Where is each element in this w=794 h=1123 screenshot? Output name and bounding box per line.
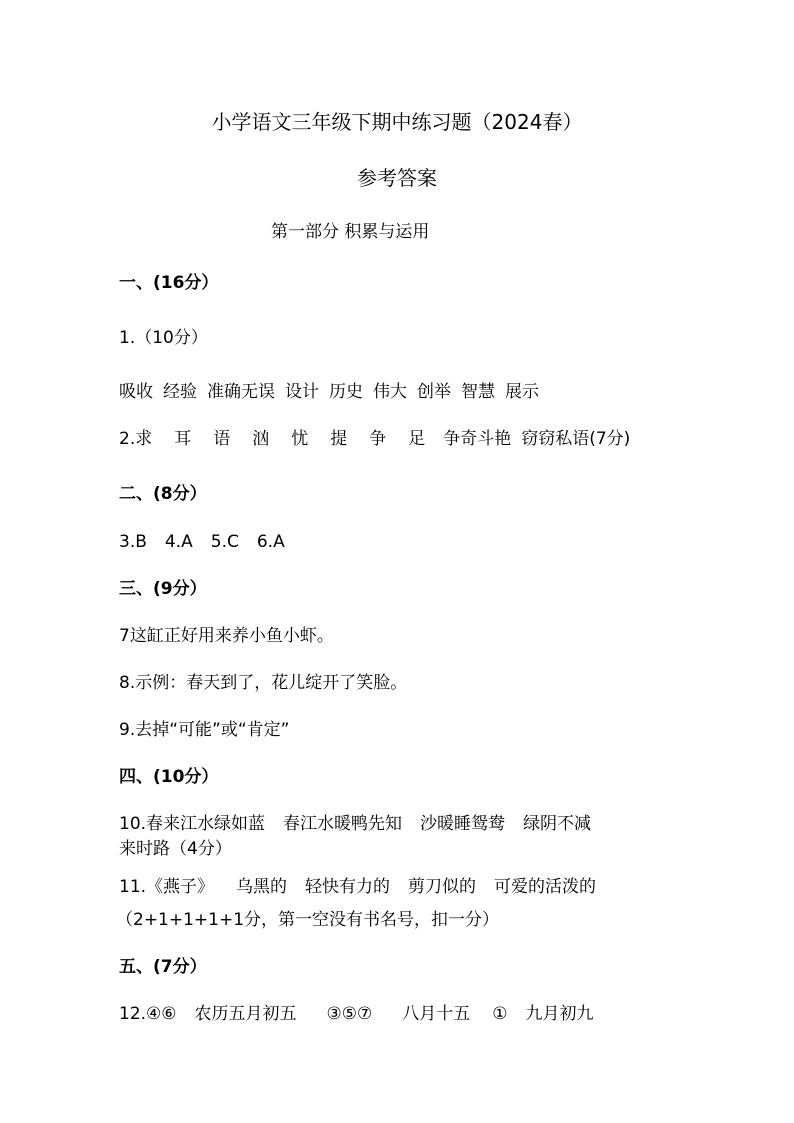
- answer-char: 争: [369, 429, 387, 449]
- question-10-answers: [119, 813, 591, 835]
- answer-item: 剪刀似的: [408, 877, 477, 897]
- answer-word: 历史: [329, 382, 363, 402]
- answer-word: 准确无误: [207, 382, 275, 402]
- answer-item: 4.A: [164, 532, 193, 552]
- answer-line: 10.春来江水绿如蓝: [119, 814, 266, 834]
- section-5-heading: 五、(7分）: [119, 957, 207, 977]
- answer-item: 可爱的活泼的: [494, 877, 597, 897]
- answer-item: 农历五月初五: [194, 1004, 297, 1024]
- section-1-heading: 一、(16分）: [119, 273, 219, 293]
- answer-word: 经验: [163, 382, 197, 402]
- answer-word: 创举: [417, 382, 451, 402]
- answer-char: 语: [213, 429, 231, 449]
- page-subtitle: 参考答案: [357, 166, 437, 190]
- answer-item: 乌黑的: [236, 877, 288, 897]
- section-3-heading: 三、(9分）: [119, 579, 207, 599]
- part-title: 第一部分 积累与运用: [271, 222, 430, 242]
- question-7-answer: 7这缸正好用来养小鱼小虾。: [119, 626, 334, 646]
- answer-line: 春江水暖鸭先知: [283, 814, 403, 834]
- page-title: 小学语文三年级下期中练习题（2024春）: [211, 110, 583, 134]
- answer-line: 绿阴不减: [523, 814, 592, 834]
- question-2-answers: [119, 428, 630, 450]
- answer-word: 窃窃私语(7分): [521, 429, 631, 449]
- answer-word: 设计: [285, 382, 319, 402]
- question-12-answers: [119, 1003, 594, 1025]
- answer-item: 12.④⑥: [119, 1004, 177, 1024]
- answer-item: 八月十五: [402, 1004, 471, 1024]
- answer-word: 展示: [505, 382, 539, 402]
- answer-char: 足: [408, 429, 426, 449]
- answer-item: 3.B: [119, 532, 147, 552]
- section-2-heading: 二、(8分）: [119, 484, 207, 504]
- question-10-continuation: 来时路（4分）: [119, 839, 232, 859]
- question-11-note: （2+1+1+1+1分，第一空没有书名号，扣一分）: [116, 910, 500, 930]
- section-2-answers: [119, 531, 285, 553]
- question-1-answers: [119, 381, 539, 403]
- answer-char: 忧: [291, 429, 309, 449]
- section-4-heading: 四、(10分）: [119, 767, 219, 787]
- answer-char: 耳: [174, 429, 192, 449]
- question-11-answers: [119, 876, 596, 898]
- answer-item: 6.A: [256, 532, 285, 552]
- question-9-answer: 9.去掉“可能”或“肯定”: [119, 720, 290, 740]
- question-1-label: 1.（10分）: [119, 328, 208, 348]
- answer-item: 5.C: [210, 532, 239, 552]
- answer-item: 轻快有力的: [305, 877, 391, 897]
- answer-item: 九月初九: [525, 1004, 594, 1024]
- answer-char: 提: [330, 429, 348, 449]
- answer-line: 沙暖睡鸳鸯: [420, 814, 506, 834]
- answer-item: ①: [492, 1004, 508, 1024]
- answer-char: 汹: [252, 429, 270, 449]
- answer-word: 智慧: [461, 382, 495, 402]
- answer-word: 2.求: [119, 429, 153, 449]
- answer-word: 伟大: [373, 382, 407, 402]
- answer-item: ③⑤⑦: [326, 1004, 373, 1024]
- answer-word: 争奇斗艳: [443, 429, 512, 449]
- answer-item: 11.《燕子》: [119, 877, 215, 897]
- question-8-answer: 8.示例：春天到了，花儿绽开了笑脸。: [119, 673, 408, 693]
- answer-word: 吸收: [119, 382, 153, 402]
